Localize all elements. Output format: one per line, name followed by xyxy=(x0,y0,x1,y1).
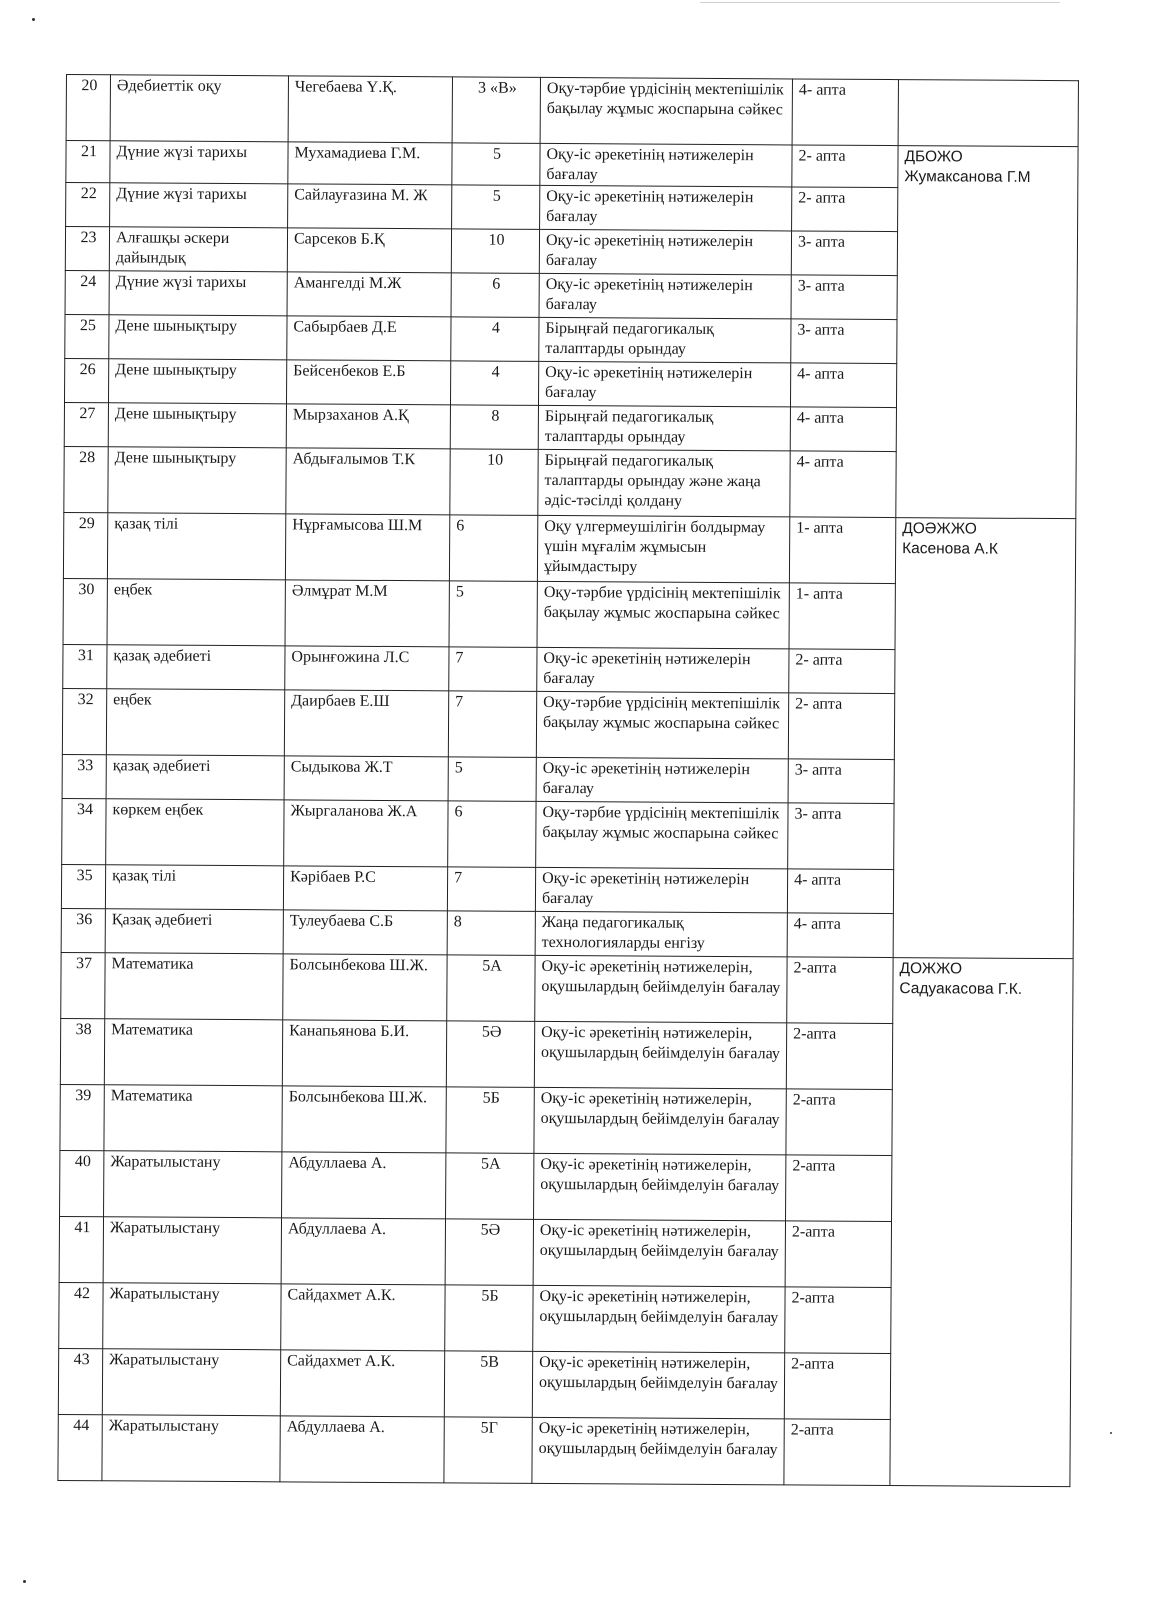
class-cell: 6 xyxy=(449,515,537,582)
teacher-cell: Абдуллаева А. xyxy=(280,1416,444,1483)
teacher-cell: Сабырбаев Д.Е xyxy=(287,316,451,361)
row-number: 42 xyxy=(59,1282,103,1348)
topic-cell: Бірыңғай педагогикалық талаптарды орындау xyxy=(538,405,790,451)
row-number: 41 xyxy=(59,1216,103,1282)
responsible-name: Жумаксанова Г.М xyxy=(904,168,1031,186)
subject-cell: Математика xyxy=(105,953,283,1020)
class-cell: 3 «В» xyxy=(452,77,540,144)
week-cell: 2- апта xyxy=(788,693,894,760)
teacher-cell: Сайдахмет А.К. xyxy=(281,1284,445,1351)
class-cell: 5Ә xyxy=(445,1219,533,1286)
row-number: 31 xyxy=(63,644,107,688)
row-number: 24 xyxy=(65,270,109,314)
subject-cell: Дүние жүзі тарихы xyxy=(110,183,288,228)
row-number: 44 xyxy=(58,1414,102,1480)
topic-cell: Оқу-іс әрекетінің нәтижелерін, оқушылардың бейімделуін бағалау xyxy=(532,1417,784,1485)
scan-speck xyxy=(32,18,35,21)
topic-cell: Оқу-іс әрекетінің нәтижелерін бағалау xyxy=(540,185,792,231)
subject-cell: Дүние жүзі тарихы xyxy=(109,271,287,316)
topic-cell: Оқу-іс әрекетінің нәтижелерін бағалау xyxy=(536,757,788,803)
class-cell: 5 xyxy=(452,143,540,186)
teacher-cell: Кәрібаев Р.С xyxy=(283,866,447,911)
week-cell: 2-апта xyxy=(785,1221,891,1288)
week-cell: 1- апта xyxy=(789,583,895,650)
subject-cell: қазақ тілі xyxy=(105,865,283,910)
topic-cell: Оқу-тәрбие үрдісінің мектепішілік бақылау жұмыс жоспарына сәйкес xyxy=(537,581,789,649)
row-number: 20 xyxy=(66,75,110,141)
topic-cell: Бірыңғай педагогикалық талаптарды орындау xyxy=(539,317,791,363)
subject-cell: Дене шынықтыру xyxy=(108,403,286,448)
subject-cell: Дене шынықтыру xyxy=(109,315,287,360)
row-number: 33 xyxy=(62,754,106,798)
responsible-title xyxy=(905,81,1074,82)
row-number: 29 xyxy=(63,512,107,578)
subject-cell: Дене шынықтыру xyxy=(108,359,286,404)
week-cell: 2-апта xyxy=(786,1023,892,1090)
topic-cell: Оқу-іс әрекетінің нәтижелерін, оқушылардың бейімделуін бағалау xyxy=(533,1219,785,1287)
responsible-title: ДОЖЖО xyxy=(899,960,963,978)
responsible-cell xyxy=(893,518,1076,959)
row-number: 37 xyxy=(61,952,105,1018)
week-cell: 2- апта xyxy=(792,145,898,188)
row-number: 36 xyxy=(61,908,105,952)
teacher-cell: Мырзаханов А.Қ xyxy=(286,404,450,449)
subject-cell: Жаратылыстану xyxy=(102,1349,280,1416)
subject-cell: қазақ тілі xyxy=(107,513,285,580)
schedule-body xyxy=(58,75,1079,1487)
teacher-cell: Чегебаева Ү.Қ. xyxy=(288,76,452,143)
subject-cell: Жаратылыстану xyxy=(102,1415,280,1482)
class-cell: 7 xyxy=(449,647,537,692)
row-number: 28 xyxy=(64,446,108,512)
week-cell: 2-апта xyxy=(784,1353,890,1420)
table-row xyxy=(63,512,1075,584)
teacher-cell: Тулеубаева С.Б xyxy=(283,910,447,955)
topic-cell: Оқу-іс әрекетінің нәтижелерін, оқушылардың бейімделуін бағалау xyxy=(533,1285,785,1353)
teacher-cell: Даирбаев Е.Ш xyxy=(284,690,448,757)
responsible-cell xyxy=(890,958,1073,1487)
class-cell: 5Б xyxy=(446,1087,534,1154)
week-cell: 4- апта xyxy=(792,79,898,146)
week-cell: 2-апта xyxy=(784,1419,890,1486)
teacher-cell: Абдуллаева А. xyxy=(282,1152,446,1219)
row-number: 26 xyxy=(64,358,108,402)
topic-cell: Бірыңғай педагогикалық талаптарды орындау және жаңа әдіс-тәсілді қолдану xyxy=(538,449,790,517)
class-cell: 5 xyxy=(452,185,540,230)
row-number: 34 xyxy=(62,798,106,864)
subject-cell: еңбек xyxy=(107,579,285,646)
topic-cell: Оқу-тәрбие үрдісінің мектепішілік бақылау жұмыс жоспарына сәйкес xyxy=(536,801,788,869)
subject-cell: Қазақ әдебиеті xyxy=(105,909,283,954)
subject-cell: еңбек xyxy=(106,689,284,756)
week-cell: 4- апта xyxy=(790,363,896,408)
class-cell: 5А xyxy=(447,955,535,1022)
week-cell: 4- апта xyxy=(790,451,896,518)
week-cell: 2- апта xyxy=(792,187,898,232)
class-cell: 10 xyxy=(451,229,539,274)
subject-cell: Әдебиеттік оқу xyxy=(110,75,288,142)
class-cell: 5 xyxy=(449,581,537,648)
teacher-cell: Болсынбекова Ш.Ж. xyxy=(283,954,447,1021)
row-number: 43 xyxy=(58,1348,102,1414)
row-number: 32 xyxy=(62,688,106,754)
responsible-name xyxy=(905,81,1074,82)
schedule-table xyxy=(57,74,1079,1487)
class-cell: 5В xyxy=(444,1351,532,1418)
teacher-cell: Абдығалымов Т.К xyxy=(286,448,450,515)
teacher-cell: Амангелді М.Ж xyxy=(287,272,451,317)
row-number: 38 xyxy=(60,1018,104,1084)
week-cell: 4- апта xyxy=(787,869,893,914)
table-row xyxy=(66,141,1078,189)
scan-speck xyxy=(700,2,1060,3)
class-cell: 5Б xyxy=(445,1285,533,1352)
week-cell: 2-апта xyxy=(787,957,893,1024)
class-cell: 10 xyxy=(450,449,538,516)
class-cell: 8 xyxy=(447,911,535,956)
topic-cell: Оқу-іс әрекетінің нәтижелерін, оқушылардың бейімделуін бағалау xyxy=(534,1021,786,1089)
class-cell: 6 xyxy=(451,273,539,318)
subject-cell: қазақ әдебиеті xyxy=(107,645,285,690)
teacher-cell: Абдуллаева А. xyxy=(281,1218,445,1285)
subject-cell: көркем еңбек xyxy=(106,799,284,866)
topic-cell: Оқу-тәрбие үрдісінің мектепішілік бақылау жұмыс жоспарына сәйкес xyxy=(536,691,788,759)
topic-cell: Оқу-іс әрекетінің нәтижелерін бағалау xyxy=(540,143,792,187)
responsible-title: ДБОЖО xyxy=(904,148,963,166)
subject-cell: Жаратылыстану xyxy=(103,1283,281,1350)
topic-cell: Оқу-іс әрекетінің нәтижелерін бағалау xyxy=(539,273,791,319)
subject-cell: Жаратылыстану xyxy=(104,1151,282,1218)
class-cell: 5Ә xyxy=(446,1021,534,1088)
table-row xyxy=(61,952,1073,1024)
topic-cell: Оқу-іс әрекетінің нәтижелерін бағалау xyxy=(537,647,789,693)
class-cell: 5 xyxy=(448,757,536,802)
scan-speck xyxy=(1110,1432,1112,1434)
topic-cell: Оқу-іс әрекетінің нәтижелерін, оқушылардың бейімделуін бағалау xyxy=(532,1351,784,1419)
row-number: 27 xyxy=(64,402,108,446)
row-number: 30 xyxy=(63,578,107,644)
subject-cell: Дүние жүзі тарихы xyxy=(110,141,288,184)
class-cell: 8 xyxy=(450,405,538,450)
week-cell: 3- апта xyxy=(788,759,894,804)
class-cell: 7 xyxy=(448,691,536,758)
row-number: 25 xyxy=(65,314,109,358)
subject-cell: Алғашқы әскери дайындық xyxy=(109,227,287,272)
row-number: 23 xyxy=(65,227,109,271)
week-cell: 4- апта xyxy=(787,913,893,958)
teacher-cell: Канапьянова Б.И. xyxy=(282,1020,446,1087)
week-cell: 2-апта xyxy=(785,1287,891,1354)
week-cell: 1- апта xyxy=(789,517,895,584)
teacher-cell: Мухамадиева Г.М. xyxy=(288,142,452,185)
row-number: 35 xyxy=(61,864,105,908)
week-cell: 2- апта xyxy=(789,649,895,694)
teacher-cell: Бейсенбеков Е.Б xyxy=(286,360,450,405)
class-cell: 7 xyxy=(447,867,535,912)
subject-cell: Математика xyxy=(104,1085,282,1152)
topic-cell: Оқу-іс әрекетінің нәтижелерін, оқушылардың бейімделуін бағалау xyxy=(534,1087,786,1155)
topic-cell: Оқу-іс әрекетінің нәтижелерін бағалау xyxy=(535,867,787,913)
row-number: 40 xyxy=(60,1150,104,1216)
topic-cell: Жаңа педагогикалық технологияларды енгізу xyxy=(535,911,787,957)
class-cell: 5Г xyxy=(444,1417,532,1484)
class-cell: 6 xyxy=(448,801,536,868)
responsible-cell xyxy=(896,146,1078,519)
topic-cell: Оқу үлгермеушілігін болдырмау үшін мұғалім жұмысын ұйымдастыру xyxy=(537,515,789,583)
week-cell: 3- апта xyxy=(791,231,897,276)
teacher-cell: Орынғожина Л.С xyxy=(285,646,449,691)
row-number: 21 xyxy=(66,141,110,183)
week-cell: 4- апта xyxy=(790,407,896,452)
responsible-title: ДОӘЖЖО xyxy=(902,520,977,538)
subject-cell: қазақ әдебиеті xyxy=(106,755,284,800)
subject-cell: Дене шынықтыру xyxy=(108,447,286,514)
teacher-cell: Әлмұрат М.М xyxy=(285,580,449,647)
table-row xyxy=(66,75,1078,147)
teacher-cell: Сайдахмет А.К. xyxy=(280,1350,444,1417)
week-cell: 2-апта xyxy=(786,1155,892,1222)
teacher-cell: Болсынбекова Ш.Ж. xyxy=(282,1086,446,1153)
row-number: 39 xyxy=(60,1084,104,1150)
teacher-cell: Сайлауғазина М. Ж xyxy=(288,184,452,229)
topic-cell: Оқу-іс әрекетінің нәтижелерін, оқушылардың бейімделуін бағалау xyxy=(535,955,787,1023)
row-number: 22 xyxy=(66,183,110,227)
teacher-cell: Жыргаланова Ж.А xyxy=(284,800,448,867)
week-cell: 3- апта xyxy=(791,319,897,364)
topic-cell: Оқу-іс әрекетінің нәтижелерін бағалау xyxy=(538,361,790,407)
week-cell: 2-апта xyxy=(786,1089,892,1156)
class-cell: 5А xyxy=(446,1153,534,1220)
week-cell: 3- апта xyxy=(788,803,894,870)
teacher-cell: Сарсеков Б.Қ xyxy=(287,228,451,273)
teacher-cell: Сыдыкова Ж.Т xyxy=(284,756,448,801)
responsible-name: Касенова А.К xyxy=(902,540,999,558)
teacher-cell: Нұрғамысова Ш.М xyxy=(285,514,449,581)
topic-cell: Оқу-іс әрекетінің нәтижелерін, оқушылардың бейімделуін бағалау xyxy=(534,1153,786,1221)
week-cell: 3- апта xyxy=(791,275,897,320)
class-cell: 4 xyxy=(451,317,539,362)
topic-cell: Оқу-іс әрекетінің нәтижелерін бағалау xyxy=(539,229,791,275)
topic-cell: Оқу-тәрбие үрдісінің мектепішілік бақылау жұмыс жоспарына сәйкес xyxy=(540,77,792,145)
scan-speck xyxy=(23,1580,26,1583)
responsible-name: Садуакасова Г.К. xyxy=(899,980,1023,998)
responsible-cell xyxy=(898,80,1078,147)
subject-cell: Математика xyxy=(104,1019,282,1086)
class-cell: 4 xyxy=(450,361,538,406)
subject-cell: Жаратылыстану xyxy=(103,1217,281,1284)
